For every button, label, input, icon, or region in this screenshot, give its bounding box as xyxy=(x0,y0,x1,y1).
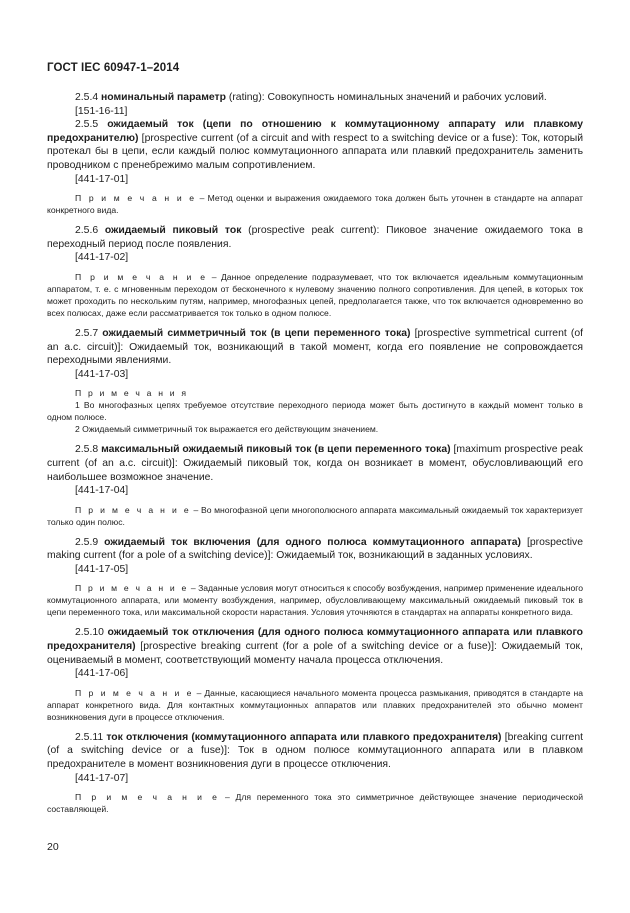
clause-note xyxy=(47,687,583,723)
clause-note xyxy=(47,582,583,618)
clause-reference: [441-17-01] xyxy=(75,173,129,185)
clause-text: [prospective current (of a circuit and with respect to a switching device or a fuse): Ток, который протекал бы в цепи, если каждый полюс коммутационного аппарата или плавкий предохранитель заменить проводником с пренебрежимо малым сопротивлением. xyxy=(47,132,583,171)
clause-2-5-6 xyxy=(47,224,583,251)
clause-number: 2.5.10 xyxy=(75,627,108,639)
clause-2-5-5 xyxy=(47,118,583,172)
clause-term: ожидаемый симметричный ток (в цепи переменного тока) xyxy=(102,327,411,339)
note-text: – Заданные условия могут относиться к способу возбуждения, например применение идеального коммутационного аппарата, или моменту возбуждения, например, обусловливающему максимальный ожидаемый пиковый ток в цепи переменного тока, или максимальной скорости нарастания. Условия уточняются в стандартах на аппараты конкретного вида. xyxy=(47,583,583,618)
clause-term: ток отключения (коммутационного аппарата или плавкого предохранителя) xyxy=(106,731,502,743)
clause-number: 2.5.7 xyxy=(75,327,103,339)
clause-text: [prospective symmetrical current (of an a.c. circuit)]: Ожидаемый ток, возникающий в такой момент, когда его появление не сопровождается переходными явлениями. xyxy=(47,327,584,367)
clause-text: [prospective breaking current (for a pole of a switching device or a fuse)]: Ожидаемый ток, оцениваемый в момент, соответствующий моменту начала процесса отключения. xyxy=(47,641,583,666)
clause-number: 2.5.6 xyxy=(75,225,105,237)
note-label: П р и м е ч а н и е xyxy=(75,792,220,803)
clause-number: 2.5.8 xyxy=(75,444,102,456)
clause-term: максимальный ожидаемый пиковый ток (в цепи переменного тока) xyxy=(101,444,451,456)
clause-note: 2 Ожидаемый симметричный ток выражается его действующим значением. xyxy=(75,424,379,435)
note-label: П р и м е ч а н и е xyxy=(75,687,194,698)
clause-term: ожидаемый ток (цепи по отношению к коммутационному аппарату или плавкому предохранителю) xyxy=(47,119,583,144)
clause-reference: [441-17-03] xyxy=(75,368,129,380)
clause-reference: [441-17-02] xyxy=(75,252,129,264)
clause-text: [maximum prospective peak current (of an a.c. circuit)]: Ожидаемый пиковый ток, когда он возникает в момент, обусловливающий его наибольшее возможное значение. xyxy=(47,444,584,483)
clause-note xyxy=(47,192,583,216)
clause-number: 2.5.9 xyxy=(75,536,105,548)
clause-2-5-4 xyxy=(47,91,583,105)
clause-reference: [151-16-11] xyxy=(75,105,128,117)
clause-reference: [441-17-07] xyxy=(75,772,129,784)
clause-term: ожидаемый пиковый ток xyxy=(104,225,242,237)
document-header: ГОСТ IEC 60947-1–2014 xyxy=(47,62,180,74)
note-label: П р и м е ч а н и е xyxy=(75,504,191,515)
clause-text: [breaking current (of a switching device or a fuse)]: Ток в одном полюсе коммутационного аппарата или в плавком предохранителе в момент возникновения дуги в процессе отключения. xyxy=(47,731,583,771)
clause-term: номинальный параметр xyxy=(101,92,226,103)
clause-note xyxy=(47,791,583,815)
note-text: – Метод оценки и выражения ожидаемого тока должен быть уточнен в стандарте на аппарат конкретного вида. xyxy=(47,193,583,216)
clause-number: 2.5.5 xyxy=(75,119,108,131)
clause-reference: [441-17-06] xyxy=(75,668,129,680)
clause-text: [prospective making current (for a pole of a switching device)]: Ожидаемый ток, возникающий в заданных условиях. xyxy=(47,536,583,562)
document-body xyxy=(47,91,583,815)
notes-heading xyxy=(47,387,583,399)
note-label: П р и м е ч а н и е xyxy=(75,271,208,282)
note-text: – Во многофазной цепи многополюсного аппарата максимальный ожидаемый ток характеризует только один полюс. xyxy=(47,504,583,527)
clause-2-5-7 xyxy=(47,327,583,368)
clause-reference: [441-17-04] xyxy=(75,485,129,497)
note-label: П р и м е ч а н и е xyxy=(75,583,189,594)
clause-note xyxy=(47,271,583,319)
clause-text: (rating): Совокупность номинальных значений и рабочих условий. xyxy=(225,92,547,103)
clause-2-5-11 xyxy=(47,731,583,772)
note-text: – Для переменного тока это симметричное действующее значение периодической составляющей. xyxy=(47,792,583,815)
clause-2-5-10 xyxy=(47,626,583,667)
clause-note: 1 Во многофазных цепях требуемое отсутствие переходного периода может быть достигнуто в каждый момент только в одном полюсе. xyxy=(47,400,583,423)
note-text: – Данные, касающиеся начального момента процесса размыкания, приводятся в стандарте на аппарат конкретного вида. Для контактных коммутационных аппаратов или плавких предохранителей это обычно момент возникновения дуги в процессе отключения. xyxy=(47,687,583,722)
clause-reference: [441-17-05] xyxy=(75,563,129,575)
notes-label: П р и м е ч а н и я xyxy=(75,388,189,399)
note-text: – Данное определение подразумевает, что ток включается идеальным коммутационным аппаратом, т. е. с мгновенным переходом от бесконечного к нулевому значению полного сопротивления. Для цепей, в которых ток может проходить по нескольким путям, например, многофазных цепей, предполагается также, что ток включается одновременно во всех полюсах, даже если рассматривается ток только в одном полюсе. xyxy=(47,271,583,318)
page-number: 20 xyxy=(47,841,59,853)
clause-2-5-8 xyxy=(47,443,583,484)
note-label: П р и м е ч а н и е xyxy=(75,193,197,204)
clause-number: 2.5.4 xyxy=(75,92,101,103)
clause-term: ожидаемый ток отключения (для одного полюса коммутационного аппарата или плавкого предохранителя) xyxy=(47,627,583,653)
clause-number: 2.5.11 xyxy=(75,731,107,743)
clause-term: ожидаемый ток включения (для одного полюса коммутационного аппарата) xyxy=(104,536,522,548)
clause-text: (prospective peak current): Пиковое значение ожидаемого тока в переходный период после появления. xyxy=(47,225,583,250)
clause-2-5-9 xyxy=(47,536,583,563)
clause-note xyxy=(47,504,583,528)
